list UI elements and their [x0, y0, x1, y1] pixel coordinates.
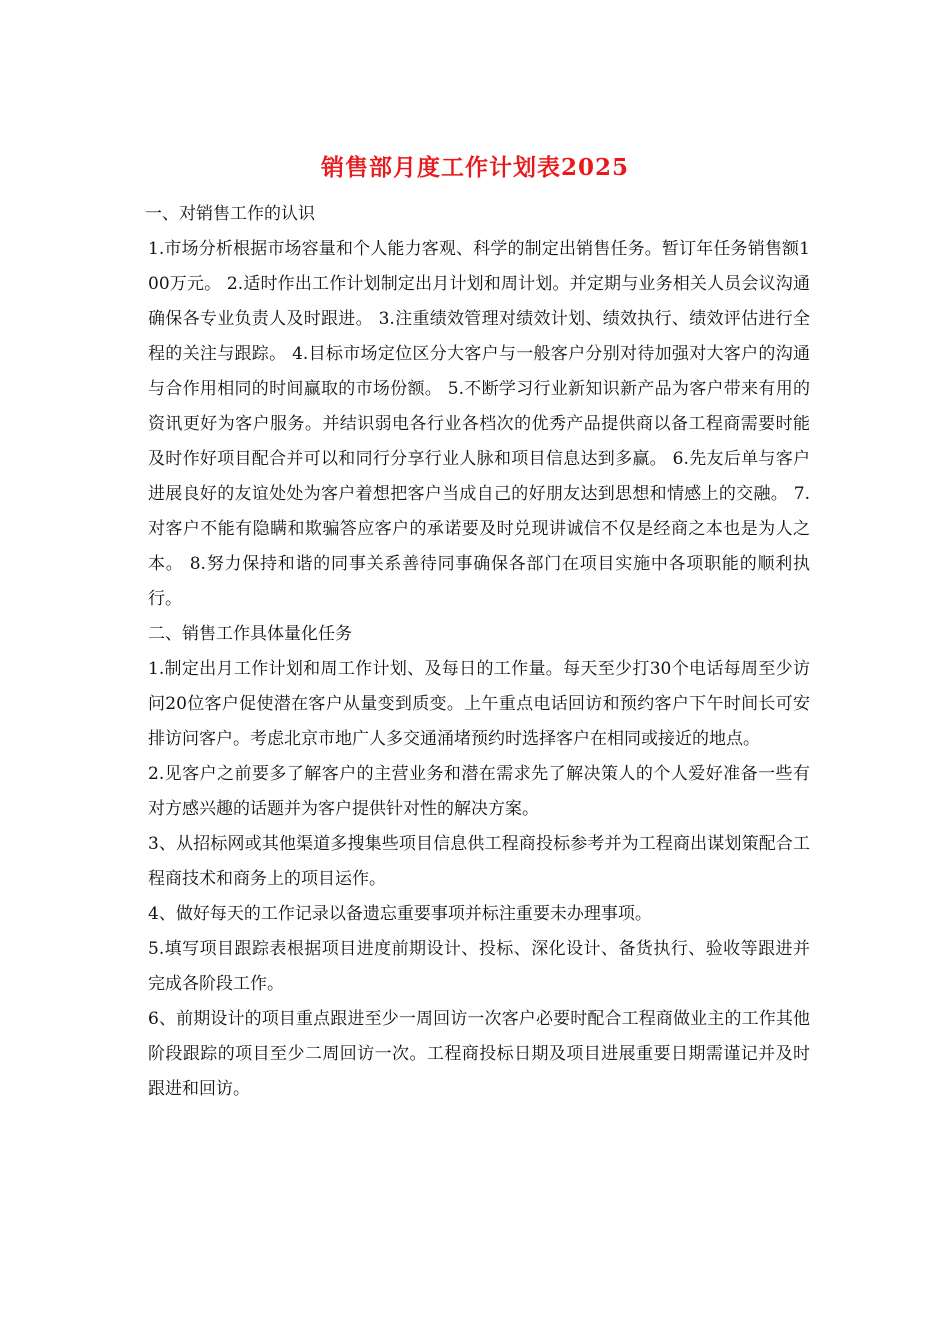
body-paragraph: 2.见客户之前要多了解客户的主营业务和潜在需求先了解决策人的个人爱好准备一些有对方感兴趣的话题并为客户提供针对性的解决方案。: [148, 764, 810, 819]
body-paragraph: 3、从招标网或其他渠道多搜集些项目信息供工程商投标参考并为工程商出谋划策配合工程商技术和商务上的项目运作。: [148, 834, 810, 889]
body-paragraph: 5.填写项目跟踪表根据项目进度前期设计、投标、深化设计、备货执行、验收等跟进并完成各阶段工作。: [148, 939, 810, 994]
body-paragraph: 1.制定出月工作计划和周工作计划、及每日的工作量。每天至少打30个电话每周至少访问20位客户促使潜在客户从量变到质变。上午重点电话回访和预约客户下午时间长可安排访问客户。考虑北京市地广人多交通涌堵预约时选择客户在相同或接近的地点。: [148, 659, 810, 749]
section-heading: 二、销售工作具体量化任务: [148, 624, 352, 644]
document-title: 销售部月度工作计划表2025: [320, 154, 629, 181]
document-body: [145, 197, 810, 1107]
body-paragraph: 4、做好每天的工作记录以备遗忘重要事项并标注重要未办理事项。: [148, 904, 652, 924]
body-paragraph: 1.市场分析根据市场容量和个人能力客观、科学的制定出销售任务。暂订年任务销售额100万元。 2.适时作出工作计划制定出月计划和周计划。并定期与业务相关人员会议沟通确保各专业负责人及时跟进。 3.注重绩效管理对绩效计划、绩效执行、绩效评估进行全程的关注与跟踪。 4.目标市场定位区分大客户与一般客户分别对待加强对大客户的沟通与合作用相同的时间赢取的市场份额。 5.不断学习行业新知识新产品为客户带来有用的资讯更好为客户服务。并结识弱电各行业各档次的优秀产品提供商以备工程商需要时能及时作好项目配合并可以和同行分享行业人脉和项目信息达到多赢。 6.先友后单与客户进展良好的友谊处处为客户着想把客户当成自己的好朋友达到思想和情感上的交融。 7.对客户不能有隐瞒和欺骗答应客户的承诺要及时兑现讲诚信不仅是经商之本也是为人之本。 8.努力保持和谐的同事关系善待同事确保各部门在项目实施中各项职能的顺利执行。: [148, 239, 810, 609]
section-heading: 一、对销售工作的认识: [145, 204, 315, 224]
body-paragraph: 6、前期设计的项目重点跟进至少一周回访一次客户必要时配合工程商做业主的工作其他阶段跟踪的项目至少二周回访一次。工程商投标日期及项目进展重要日期需谨记并及时跟进和回访。: [148, 1009, 810, 1099]
